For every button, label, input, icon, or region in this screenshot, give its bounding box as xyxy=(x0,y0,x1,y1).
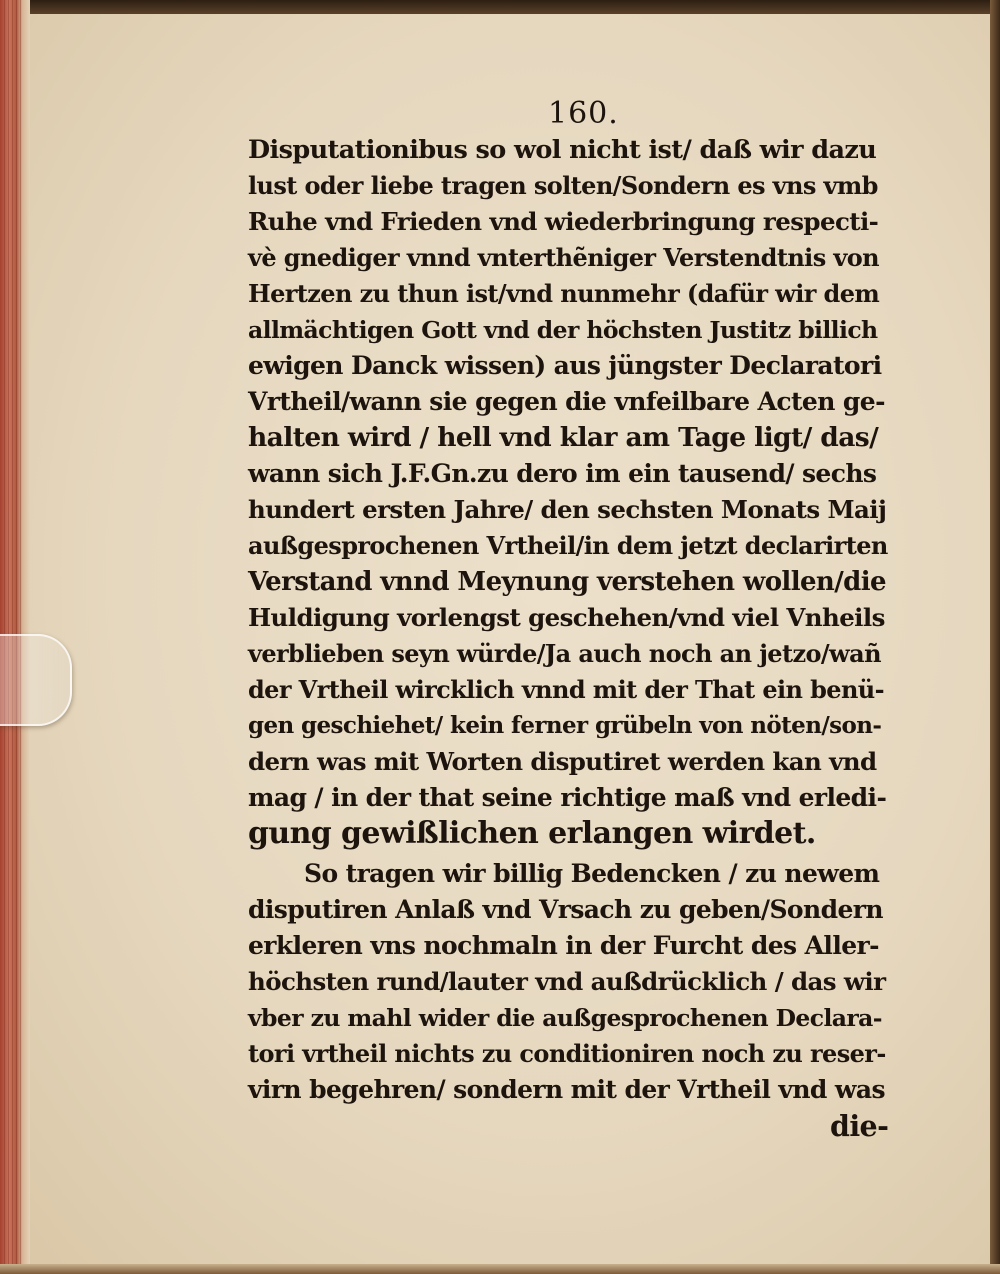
page-text-block xyxy=(248,92,898,1152)
text-line: halten wird / hell vnd klar am Tage ligt/ das/ xyxy=(248,422,879,453)
text-line: Vrtheil/wann sie gegen die vnfeilbare Acten ge- xyxy=(248,387,885,416)
text-line: gen geschiehet/ kein ferner grübeln von nöten/son- xyxy=(248,712,882,739)
text-line: ewigen Danck wissen) aus jüngster Declaratori xyxy=(248,351,882,380)
text-line: Huldigung vorlengst geschehen/vnd viel Vnheils xyxy=(248,603,885,632)
scan-background-bottom xyxy=(0,1264,1000,1274)
text-line: erkleren vns nochmaln in der Furcht des Aller- xyxy=(248,931,879,960)
text-line: hundert ersten Jahre/ den sechsten Monats Maij xyxy=(248,495,887,524)
text-line: tori vrtheil nichts zu conditioniren noch zu reser- xyxy=(248,1039,886,1068)
scan-background-right xyxy=(990,0,1000,1274)
text-line: Disputationibus so wol nicht ist/ daß wir dazu xyxy=(248,135,877,165)
scan-background-top xyxy=(0,0,1000,14)
catchword: die- xyxy=(830,1109,889,1143)
text-line: wann sich J.F.Gn.zu dero im ein tausend/ sechs xyxy=(248,459,877,488)
text-line: verblieben seyn würde/Ja auch noch an jetzo/wañ xyxy=(248,639,881,668)
text-line: allmächtigen Gott vnd der höchsten Justitz billich xyxy=(248,316,878,344)
plastic-page-clip xyxy=(0,634,72,726)
text-line: vber zu mahl wider die außgesprochenen Declara- xyxy=(248,1004,882,1032)
text-line: lust oder liebe tragen solten/Sondern es vns vmb xyxy=(248,171,878,200)
text-line: Hertzen zu thun ist/vnd nunmehr (dafür wir dem xyxy=(248,279,880,308)
text-line: dern was mit Worten disputiret werden kan vnd xyxy=(248,747,877,776)
text-line: Verstand vnnd Meynung verstehen wollen/die xyxy=(248,567,886,597)
text-line: der Vrtheil wircklich vnnd mit der That ein benü- xyxy=(248,675,885,704)
text-line: virn begehren/ sondern mit der Vrtheil vnd was xyxy=(248,1075,885,1104)
text-line: mag / in der that seine richtige maß vnd erledi- xyxy=(248,783,887,812)
text-line: höchsten rund/lauter vnd außdrücklich / das wir xyxy=(248,967,886,996)
text-line: gung gewißlichen erlangen wirdet. xyxy=(248,816,816,851)
page-number: 160. xyxy=(548,96,619,131)
text-line: vè gnediger vnnd vnterthẽniger Verstendtnis von xyxy=(248,243,879,272)
text-line: außgesprochenen Vrtheil/in dem jetzt declarirten xyxy=(248,531,888,560)
text-line: Ruhe vnd Frieden vnd wiederbringung respecti- xyxy=(248,207,879,236)
text-line-paragraph-start: So tragen wir billig Bedencken / zu newem xyxy=(304,859,880,888)
text-line: disputiren Anlaß vnd Vrsach zu geben/Sondern xyxy=(248,895,883,924)
